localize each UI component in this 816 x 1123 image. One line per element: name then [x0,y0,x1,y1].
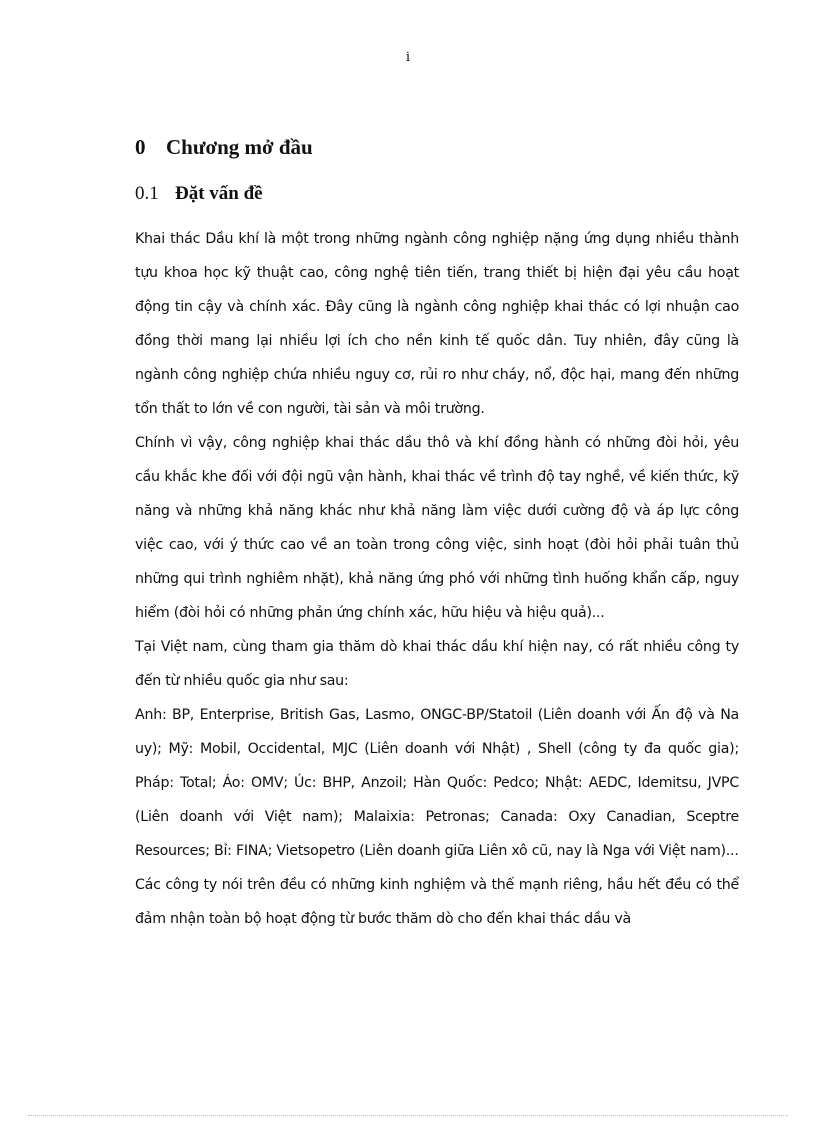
chapter-title [135,133,313,161]
section-title [135,181,263,207]
paragraph-capabilities: Các công ty nói trên đều có những kinh nghiệm và thế mạnh riêng, hầu hết đều có thể đảm nhận toàn bộ hoạt động từ bước thăm dò cho đến khai thác dầu và [135,877,739,927]
page-number: i [405,50,411,65]
paragraph-vietnam: Tại Việt nam, cùng tham gia thăm dò khai thác dầu khí hiện nay, có rất nhiều công ty đến từ nhiều quốc gia như sau: [135,639,739,689]
section-title-text: Đặt vấn đề [175,183,263,204]
footer-divider [28,1115,788,1116]
paragraph-companies: Anh: BP, Enterprise, British Gas, Lasmo, ONGC-BP/Statoil (Liên doanh với Ấn độ và Na uy); Mỹ: Mobil, Occidental, MJC (Liên doanh với Nhật) , Shell (công ty đa quốc gia); Pháp: Total; Áo: OMV; Úc: BHP, Anzoil; Hàn Quốc: Pedco; Nhật: AEDC, Idemitsu, JVPC (Liên doanh với Việt nam); Malaixia: Petronas; Canada: Oxy Canadian, Sceptre Resources; Bỉ: FINA; Vietsopetro (Liên doanh giữa Liên xô cũ, nay là Nga với Việt nam)... [135,707,739,859]
chapter-number: 0 [135,135,146,159]
section-number: 0.1 [135,183,159,204]
body-text [135,222,739,936]
paragraph-intro: Khai thác Dầu khí là một trong những ngành công nghiệp nặng ứng dụng nhiều thành tựu khoa học kỹ thuật cao, công nghệ tiên tiến, trang thiết bị hiện đại yêu cầu hoạt động tin cậy và chính xác. Đây cũng là ngành công nghiệp khai thác có lợi nhuận cao đồng thời mang lại nhiều lợi ích cho nền kinh tế quốc dân. Tuy nhiên, đây cũng là ngành công nghiệp chứa nhiều nguy cơ, rủi ro như cháy, nổ, độc hại, mang đến những tổn thất to lớn về con người, tài sản và môi trường. [135,231,739,417]
chapter-title-text: Chương mở đầu [166,135,313,159]
paragraph-requirements: Chính vì vậy, công nghiệp khai thác dầu thô và khí đồng hành có những đòi hỏi, yêu cầu khắc khe đối với đội ngũ vận hành, khai thác về trình độ tay nghề, về kiến thức, kỹ năng và những khả năng khác như khả năng làm việc dưới cường độ và áp lực công việc cao, với ý thức cao về an toàn trong công việc, sinh hoạt (đòi hỏi phải tuân thủ những qui trình nghiêm nhặt), khả năng ứng phó với những tình huống khẩn cấp, nguy hiểm (đòi hỏi có những phản ứng chính xác, hữu hiệu và hiệu quả)... [135,435,739,621]
